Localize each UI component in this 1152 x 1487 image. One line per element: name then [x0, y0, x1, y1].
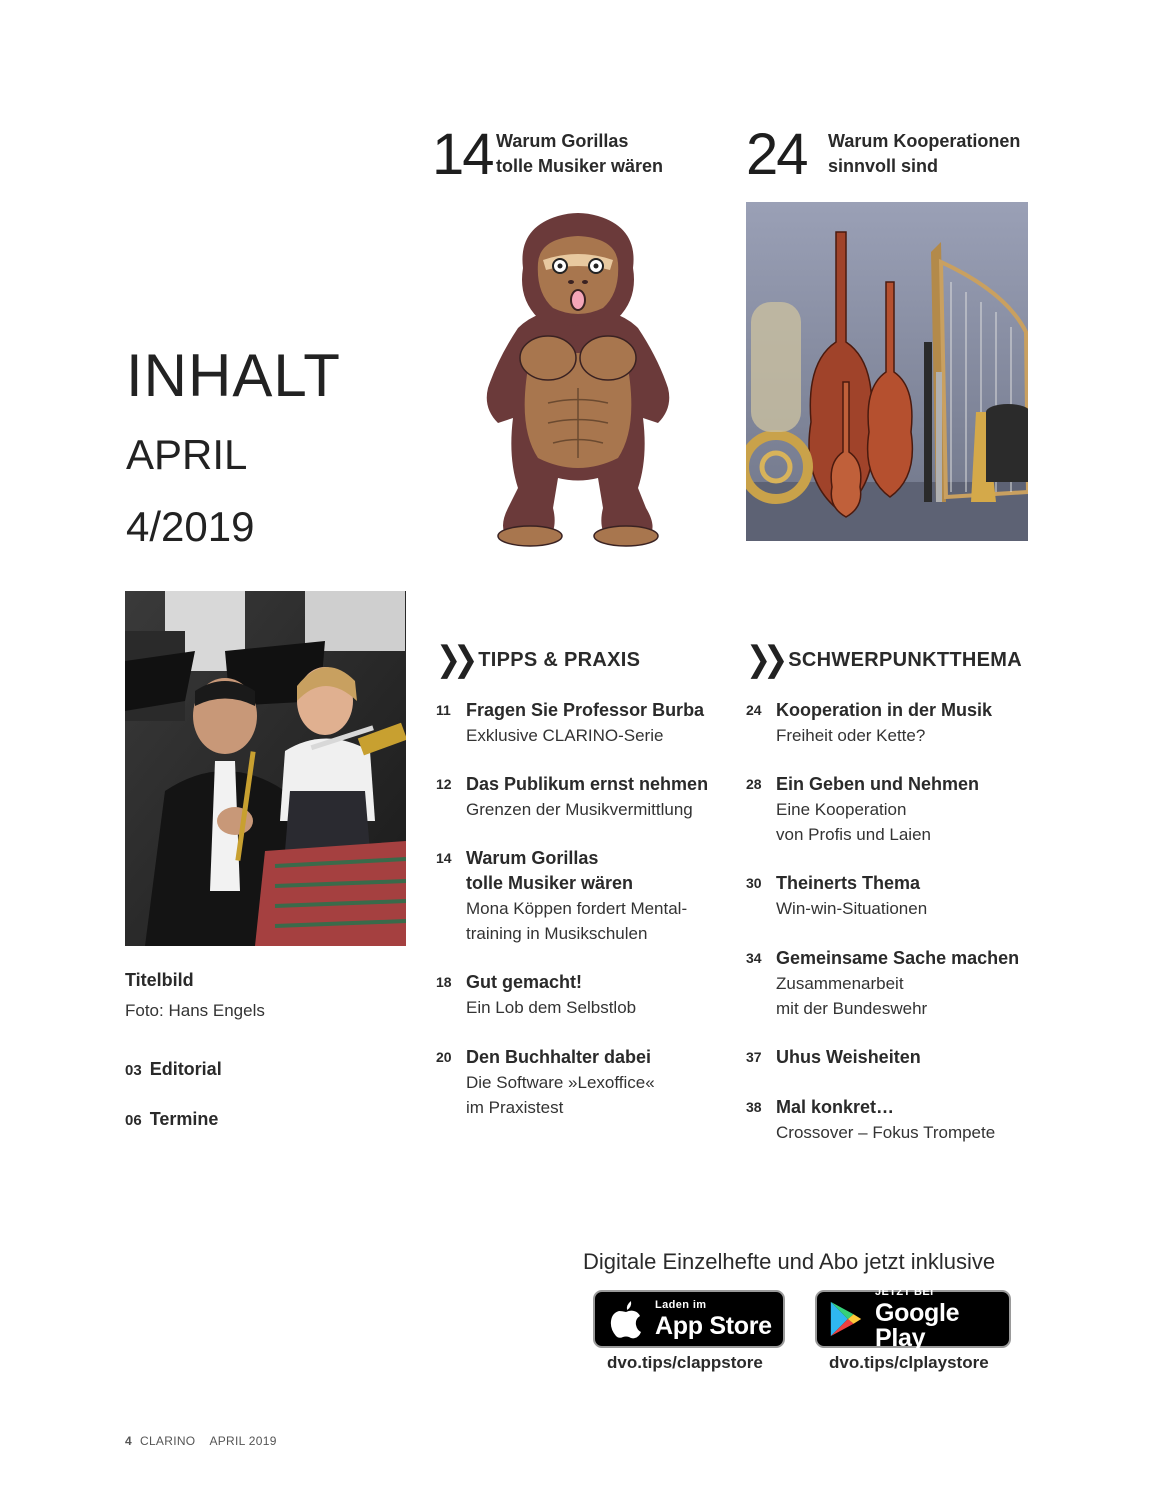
toc-entry[interactable] [746, 698, 992, 748]
toc-subtitle: Eine Kooperation von Profis und Laien [776, 800, 931, 844]
toc-page-number: 37 [746, 1049, 762, 1065]
toc-entry[interactable] [746, 871, 927, 921]
toc-title: Das Publikum ernst nehmen [466, 774, 709, 794]
double-chevron-icon: ❯❯ [746, 640, 781, 679]
apple-icon [609, 1299, 643, 1339]
toc-subtitle: Mona Köppen fordert Mental- training in Musikschulen [466, 899, 688, 943]
cover-credit: Foto: Hans Engels [125, 1001, 265, 1020]
toc-entry[interactable] [436, 698, 704, 748]
toc-title: Editorial [149, 1059, 222, 1079]
section-header-tipps-praxis [436, 640, 641, 679]
toc-page-number: 18 [436, 974, 452, 990]
toc-entry[interactable] [746, 1045, 921, 1070]
google-play-badge[interactable] [815, 1286, 1011, 1352]
app-store-small-text: Laden im [655, 1298, 707, 1311]
page-footer [125, 1434, 277, 1448]
toc-entry[interactable] [746, 772, 979, 847]
toc-subtitle: Grenzen der Musikvermittlung [466, 800, 693, 819]
issue-month: APRIL [126, 431, 248, 478]
toc-subtitle: Freiheit oder Kette? [776, 726, 926, 745]
section-heading: SCHWERPUNKTTHEMA [788, 648, 1022, 671]
double-chevron-icon: ❯❯ [436, 640, 471, 679]
cover-label: Titelbild [125, 970, 194, 990]
toc-entry[interactable] [436, 772, 708, 822]
featured-title-1-line2: tolle Musiker wären [496, 156, 664, 176]
toc-title: Termine [149, 1109, 219, 1129]
toc-entry[interactable] [436, 970, 636, 1020]
toc-page-number: 14 [436, 850, 452, 866]
app-store-url[interactable]: dvo.tips/clappstore [607, 1353, 763, 1372]
orchestra-instruments-photo[interactable] [746, 202, 1028, 541]
toc-title: Theinerts Thema [776, 873, 921, 893]
toc-entry[interactable] [436, 1045, 655, 1120]
toc-page-number: 38 [746, 1099, 762, 1115]
toc-page-number: 06 [125, 1112, 142, 1129]
toc-entry[interactable] [436, 846, 687, 946]
toc-subtitle: Win-win-Situationen [776, 899, 928, 918]
toc-subtitle: Ein Lob dem Selbstlob [466, 998, 637, 1017]
toc-subtitle: Zusammenarbeit mit der Bundeswehr [776, 974, 928, 1018]
digital-headline: Digitale Einzelhefte und Abo jetzt inklusive [583, 1249, 996, 1274]
google-play-url[interactable]: dvo.tips/clplaystore [829, 1353, 989, 1372]
section-header-schwerpunktthema [746, 640, 1022, 679]
section-heading: TIPPS & PRAXIS [478, 648, 641, 671]
gorilla-illustration[interactable] [478, 208, 678, 550]
toc-subtitle: Exklusive CLARINO-Serie [466, 726, 664, 745]
toc-entry-editorial[interactable] [125, 1059, 222, 1080]
google-play-icon [827, 1299, 865, 1339]
google-play-big-text: Google Play [874, 1299, 960, 1352]
toc-subtitle: Die Software »Lexoffice« im Praxistest [466, 1073, 655, 1117]
featured-number-2: 24 [746, 122, 807, 187]
footer-page-number: 4 [125, 1434, 132, 1448]
page-title: INHALT [126, 342, 341, 409]
google-play-small-text: JETZT BEI [874, 1286, 934, 1298]
featured-title-1[interactable] [496, 129, 663, 179]
toc-page-number: 24 [746, 702, 762, 718]
featured-title-2-line2: sinnvoll sind [828, 156, 939, 176]
toc-title: Mal konkret… [776, 1097, 895, 1117]
footer-issue-date: APRIL 2019 [209, 1434, 277, 1448]
toc-entry[interactable] [746, 946, 1019, 1021]
toc-title: Gut gemacht! [466, 972, 583, 992]
featured-number-1: 14 [432, 122, 493, 187]
toc-page-number: 12 [436, 776, 452, 792]
toc-entry-termine[interactable] [125, 1109, 218, 1130]
toc-entry[interactable] [746, 1095, 995, 1145]
featured-title-1-line1: Warum Gorillas [496, 131, 629, 151]
toc-page-number: 34 [746, 950, 762, 966]
featured-title-2-line1: Warum Kooperationen [828, 131, 1021, 151]
toc-page-number: 11 [436, 702, 451, 718]
toc-page-number: 20 [436, 1049, 452, 1065]
toc-title: Fragen Sie Professor Burba [466, 700, 705, 720]
toc-title: Ein Geben und Nehmen [776, 774, 980, 794]
toc-title: Uhus Weisheiten [776, 1047, 921, 1067]
toc-title: Kooperation in der Musik [776, 700, 993, 720]
toc-page-number: 28 [746, 776, 762, 792]
toc-title: Warum Gorillas tolle Musiker wären [466, 848, 634, 893]
toc-subtitle: Crossover – Fokus Trompete [776, 1123, 996, 1142]
toc-title: Gemeinsame Sache machen [776, 948, 1020, 968]
toc-page-number: 03 [125, 1062, 142, 1079]
toc-page-number: 30 [746, 875, 762, 891]
toc-title: Den Buchhalter dabei [466, 1047, 652, 1067]
issue-number: 4/2019 [126, 503, 255, 550]
app-store-badge[interactable] [593, 1290, 785, 1348]
footer-magazine-name: CLARINO [139, 1434, 196, 1448]
featured-title-2[interactable] [828, 129, 1020, 179]
app-store-big-text: App Store [655, 1311, 772, 1340]
cover-photo[interactable] [125, 591, 406, 946]
